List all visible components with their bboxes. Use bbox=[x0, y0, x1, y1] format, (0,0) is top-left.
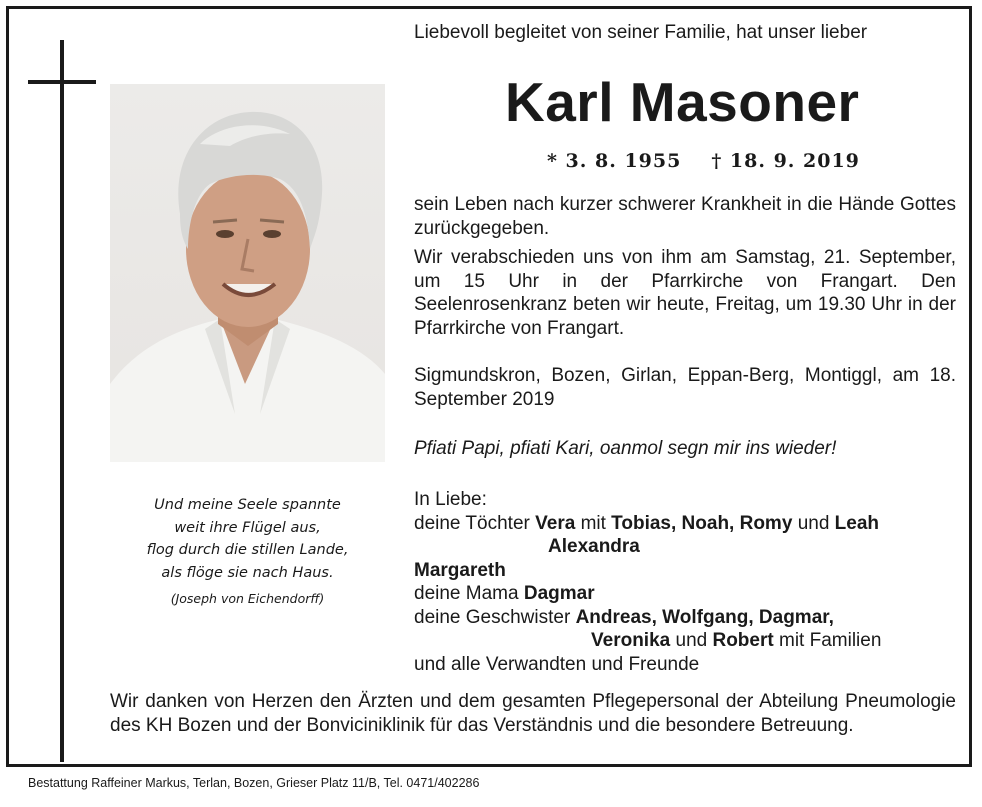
life-dates bbox=[547, 150, 860, 172]
deceased-name: Karl Masoner bbox=[505, 71, 860, 133]
poem bbox=[110, 494, 385, 611]
cross-icon bbox=[60, 40, 64, 762]
thanks-text: Wir danken von Herzen den Ärzten und dem gesamten Pflegepersonal der Abteilung Pneumologie des KH Bozen und der Bonviciniklinik für das Verständnis und die besondere Betreuung. bbox=[110, 691, 956, 736]
poem-line: Und meine Seele spannte bbox=[154, 497, 341, 513]
cross-icon-bar bbox=[28, 80, 96, 84]
family-member: Robert bbox=[712, 630, 774, 651]
poem-author: (Joseph von Eichendorff) bbox=[170, 591, 325, 606]
family-member: Veronika bbox=[591, 630, 671, 651]
family-label: deine Mama bbox=[414, 583, 519, 604]
family-word: und bbox=[675, 630, 708, 651]
portrait-photo bbox=[110, 84, 385, 462]
family-member: Leah bbox=[834, 512, 880, 534]
family-member: Andreas, Wolfgang, Dagmar, bbox=[575, 606, 834, 628]
family-label: deine Geschwister bbox=[414, 606, 571, 628]
family-label: deine Töchter bbox=[414, 512, 530, 534]
family-siblings bbox=[414, 606, 881, 630]
birth-date: * 3. 8. 1955 bbox=[547, 150, 682, 172]
family-row bbox=[414, 629, 881, 653]
text-farewell: Pfiati Papi, pfiati Kari, oanmol segn mir ins wieder! bbox=[414, 438, 837, 459]
text-funeral: Wir verabschieden uns von ihm am Samstag, 21. September, um 15 Uhr in der Pfarrkirche von Frangart. Den Seelenrosenkranz beten wir heute, Freitag, um 19.30 Uhr in der Pfarrkirche von Frangart. bbox=[414, 247, 956, 339]
family-member: Margareth bbox=[414, 559, 506, 581]
text-passing: sein Leben nach kurzer schwerer Krankheit in die Hände Gottes zurückgegeben. bbox=[414, 194, 956, 239]
family-mother bbox=[414, 582, 881, 606]
family-row bbox=[414, 559, 881, 583]
portrait-illustration bbox=[110, 84, 385, 462]
poem-line: flog durch die stillen Lande, bbox=[146, 542, 349, 558]
family-member: Vera bbox=[535, 512, 576, 534]
text-places-date: Sigmundskron, Bozen, Girlan, Eppan-Berg, Montiggl, am 18. September 2019 bbox=[414, 365, 956, 410]
family-word: mit bbox=[580, 512, 606, 534]
family-daughters bbox=[414, 512, 881, 536]
family-row bbox=[414, 535, 881, 559]
family-heading: In Liebe: bbox=[414, 489, 487, 510]
family-list bbox=[414, 488, 881, 676]
family-member: Tobias, Noah, Romy bbox=[611, 512, 793, 534]
funeral-home-footer: Bestattung Raffeiner Markus, Terlan, Bozen, Grieser Platz 11/B, Tel. 0471/402286 bbox=[28, 776, 480, 790]
poem-line: als flöge sie nach Haus. bbox=[161, 564, 334, 581]
death-date: † 18. 9. 2019 bbox=[711, 150, 860, 172]
family-member: Alexandra bbox=[548, 536, 640, 557]
intro-text: Liebevoll begleitet von seiner Familie, hat unser lieber bbox=[414, 22, 868, 43]
family-word: mit Familien bbox=[779, 630, 882, 651]
family-member: Dagmar bbox=[523, 583, 595, 604]
family-word: und bbox=[797, 512, 830, 534]
poem-line: weit ihre Flügel aus, bbox=[174, 519, 321, 536]
family-relatives: und alle Verwandten und Freunde bbox=[414, 653, 700, 675]
